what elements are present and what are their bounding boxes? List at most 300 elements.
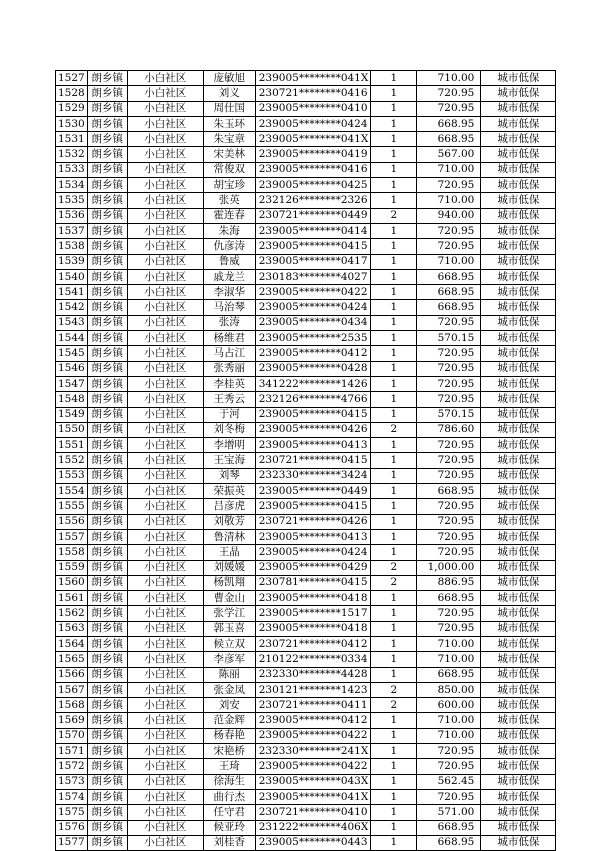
community-cell: 小白社区 bbox=[127, 744, 203, 759]
assistance-type-cell: 城市低保 bbox=[481, 422, 556, 437]
town-cell: 朗乡镇 bbox=[87, 407, 127, 422]
community-cell: 小白社区 bbox=[127, 468, 203, 483]
row-number: 1568 bbox=[56, 698, 88, 713]
table-row bbox=[56, 545, 556, 560]
welfare-roster-table bbox=[55, 70, 556, 851]
name-cell: 庞敏旭 bbox=[203, 71, 255, 86]
name-cell: 李淑华 bbox=[203, 285, 255, 300]
community-cell: 小白社区 bbox=[127, 86, 203, 101]
town-cell: 朗乡镇 bbox=[87, 208, 127, 223]
amount-cell: 720.95 bbox=[417, 392, 481, 407]
town-cell: 朗乡镇 bbox=[87, 667, 127, 682]
town-cell: 朗乡镇 bbox=[87, 116, 127, 131]
name-cell: 杨维君 bbox=[203, 331, 255, 346]
row-number: 1551 bbox=[56, 438, 88, 453]
row-number: 1539 bbox=[56, 254, 88, 269]
id-number-cell: 239005********041X bbox=[255, 132, 371, 147]
row-number: 1570 bbox=[56, 728, 88, 743]
amount-cell: 710.00 bbox=[417, 193, 481, 208]
table-row bbox=[56, 820, 556, 835]
household-count-cell: 1 bbox=[371, 606, 417, 621]
assistance-type-cell: 城市低保 bbox=[481, 728, 556, 743]
household-count-cell: 1 bbox=[371, 621, 417, 636]
community-cell: 小白社区 bbox=[127, 529, 203, 544]
row-number: 1552 bbox=[56, 453, 88, 468]
amount-cell: 720.95 bbox=[417, 178, 481, 193]
assistance-type-cell: 城市低保 bbox=[481, 575, 556, 590]
amount-cell: 720.95 bbox=[417, 239, 481, 254]
row-number: 1576 bbox=[56, 820, 88, 835]
assistance-type-cell: 城市低保 bbox=[481, 789, 556, 804]
amount-cell: 710.00 bbox=[417, 728, 481, 743]
household-count-cell: 2 bbox=[371, 208, 417, 223]
town-cell: 朗乡镇 bbox=[87, 499, 127, 514]
name-cell: 候立双 bbox=[203, 636, 255, 651]
name-cell: 马治琴 bbox=[203, 300, 255, 315]
town-cell: 朗乡镇 bbox=[87, 331, 127, 346]
community-cell: 小白社区 bbox=[127, 621, 203, 636]
row-number: 1555 bbox=[56, 499, 88, 514]
row-number: 1558 bbox=[56, 545, 88, 560]
table-row bbox=[56, 392, 556, 407]
table-row bbox=[56, 529, 556, 544]
table-row bbox=[56, 499, 556, 514]
household-count-cell: 1 bbox=[371, 223, 417, 238]
id-number-cell: 239005********1517 bbox=[255, 606, 371, 621]
household-count-cell: 1 bbox=[371, 178, 417, 193]
assistance-type-cell: 城市低保 bbox=[481, 101, 556, 116]
name-cell: 戚龙兰 bbox=[203, 269, 255, 284]
town-cell: 朗乡镇 bbox=[87, 529, 127, 544]
assistance-type-cell: 城市低保 bbox=[481, 667, 556, 682]
assistance-type-cell: 城市低保 bbox=[481, 529, 556, 544]
name-cell: 朱玉环 bbox=[203, 116, 255, 131]
row-number: 1577 bbox=[56, 835, 88, 850]
name-cell: 王晶 bbox=[203, 545, 255, 560]
name-cell: 刘冬梅 bbox=[203, 422, 255, 437]
id-number-cell: 239005********0422 bbox=[255, 728, 371, 743]
assistance-type-cell: 城市低保 bbox=[481, 346, 556, 361]
household-count-cell: 2 bbox=[371, 575, 417, 590]
amount-cell: 710.00 bbox=[417, 162, 481, 177]
amount-cell: 668.95 bbox=[417, 667, 481, 682]
table-row bbox=[56, 744, 556, 759]
row-number: 1564 bbox=[56, 636, 88, 651]
name-cell: 曲行杰 bbox=[203, 789, 255, 804]
assistance-type-cell: 城市低保 bbox=[481, 315, 556, 330]
town-cell: 朗乡镇 bbox=[87, 652, 127, 667]
row-number: 1529 bbox=[56, 101, 88, 116]
name-cell: 鲁清林 bbox=[203, 529, 255, 544]
town-cell: 朗乡镇 bbox=[87, 71, 127, 86]
name-cell: 鲁威 bbox=[203, 254, 255, 269]
table-row bbox=[56, 239, 556, 254]
household-count-cell: 1 bbox=[371, 759, 417, 774]
town-cell: 朗乡镇 bbox=[87, 636, 127, 651]
amount-cell: 668.95 bbox=[417, 269, 481, 284]
id-number-cell: 232330********4428 bbox=[255, 667, 371, 682]
household-count-cell: 1 bbox=[371, 820, 417, 835]
id-number-cell: 239005********0413 bbox=[255, 438, 371, 453]
name-cell: 杨凯翔 bbox=[203, 575, 255, 590]
row-number: 1534 bbox=[56, 178, 88, 193]
household-count-cell: 1 bbox=[371, 545, 417, 560]
town-cell: 朗乡镇 bbox=[87, 728, 127, 743]
row-number: 1540 bbox=[56, 269, 88, 284]
town-cell: 朗乡镇 bbox=[87, 392, 127, 407]
id-number-cell: 239005********0449 bbox=[255, 484, 371, 499]
town-cell: 朗乡镇 bbox=[87, 789, 127, 804]
row-number: 1575 bbox=[56, 805, 88, 820]
community-cell: 小白社区 bbox=[127, 728, 203, 743]
row-number: 1536 bbox=[56, 208, 88, 223]
id-number-cell: 230721********0412 bbox=[255, 636, 371, 651]
household-count-cell: 1 bbox=[371, 86, 417, 101]
name-cell: 刘义 bbox=[203, 86, 255, 101]
town-cell: 朗乡镇 bbox=[87, 254, 127, 269]
assistance-type-cell: 城市低保 bbox=[481, 805, 556, 820]
table-row bbox=[56, 407, 556, 422]
town-cell: 朗乡镇 bbox=[87, 147, 127, 162]
id-number-cell: 232126********2326 bbox=[255, 193, 371, 208]
row-number: 1563 bbox=[56, 621, 88, 636]
id-number-cell: 239005********0416 bbox=[255, 162, 371, 177]
household-count-cell: 1 bbox=[371, 315, 417, 330]
community-cell: 小白社区 bbox=[127, 453, 203, 468]
household-count-cell: 1 bbox=[371, 805, 417, 820]
table-row bbox=[56, 759, 556, 774]
table-row bbox=[56, 728, 556, 743]
name-cell: 马占江 bbox=[203, 346, 255, 361]
community-cell: 小白社区 bbox=[127, 331, 203, 346]
assistance-type-cell: 城市低保 bbox=[481, 162, 556, 177]
name-cell: 王宝海 bbox=[203, 453, 255, 468]
town-cell: 朗乡镇 bbox=[87, 86, 127, 101]
table-row bbox=[56, 606, 556, 621]
town-cell: 朗乡镇 bbox=[87, 805, 127, 820]
amount-cell: 720.95 bbox=[417, 468, 481, 483]
household-count-cell: 1 bbox=[371, 346, 417, 361]
assistance-type-cell: 城市低保 bbox=[481, 407, 556, 422]
assistance-type-cell: 城市低保 bbox=[481, 208, 556, 223]
assistance-type-cell: 城市低保 bbox=[481, 499, 556, 514]
assistance-type-cell: 城市低保 bbox=[481, 744, 556, 759]
table-row bbox=[56, 682, 556, 697]
town-cell: 朗乡镇 bbox=[87, 193, 127, 208]
amount-cell: 720.95 bbox=[417, 744, 481, 759]
name-cell: 王秀云 bbox=[203, 392, 255, 407]
amount-cell: 668.95 bbox=[417, 116, 481, 131]
household-count-cell: 1 bbox=[371, 728, 417, 743]
id-number-cell: 239005********0419 bbox=[255, 147, 371, 162]
row-number: 1542 bbox=[56, 300, 88, 315]
assistance-type-cell: 城市低保 bbox=[481, 621, 556, 636]
town-cell: 朗乡镇 bbox=[87, 514, 127, 529]
table-row bbox=[56, 453, 556, 468]
town-cell: 朗乡镇 bbox=[87, 438, 127, 453]
assistance-type-cell: 城市低保 bbox=[481, 193, 556, 208]
community-cell: 小白社区 bbox=[127, 71, 203, 86]
community-cell: 小白社区 bbox=[127, 315, 203, 330]
name-cell: 刘琴 bbox=[203, 468, 255, 483]
assistance-type-cell: 城市低保 bbox=[481, 636, 556, 651]
community-cell: 小白社区 bbox=[127, 285, 203, 300]
amount-cell: 668.95 bbox=[417, 132, 481, 147]
community-cell: 小白社区 bbox=[127, 835, 203, 850]
name-cell: 张秀丽 bbox=[203, 361, 255, 376]
id-number-cell: 239005********0418 bbox=[255, 621, 371, 636]
name-cell: 张学江 bbox=[203, 606, 255, 621]
amount-cell: 720.95 bbox=[417, 346, 481, 361]
household-count-cell: 1 bbox=[371, 774, 417, 789]
assistance-type-cell: 城市低保 bbox=[481, 606, 556, 621]
household-count-cell: 1 bbox=[371, 101, 417, 116]
id-number-cell: 210122********0334 bbox=[255, 652, 371, 667]
town-cell: 朗乡镇 bbox=[87, 774, 127, 789]
name-cell: 刘媛媛 bbox=[203, 560, 255, 575]
row-number: 1556 bbox=[56, 514, 88, 529]
community-cell: 小白社区 bbox=[127, 499, 203, 514]
id-number-cell: 230121********1423 bbox=[255, 682, 371, 697]
amount-cell: 710.00 bbox=[417, 652, 481, 667]
amount-cell: 786.60 bbox=[417, 422, 481, 437]
name-cell: 杨春艳 bbox=[203, 728, 255, 743]
household-count-cell: 1 bbox=[371, 789, 417, 804]
household-count-cell: 1 bbox=[371, 71, 417, 86]
community-cell: 小白社区 bbox=[127, 606, 203, 621]
assistance-type-cell: 城市低保 bbox=[481, 392, 556, 407]
assistance-type-cell: 城市低保 bbox=[481, 86, 556, 101]
amount-cell: 570.15 bbox=[417, 331, 481, 346]
town-cell: 朗乡镇 bbox=[87, 484, 127, 499]
assistance-type-cell: 城市低保 bbox=[481, 331, 556, 346]
assistance-type-cell: 城市低保 bbox=[481, 468, 556, 483]
id-number-cell: 239005********0434 bbox=[255, 315, 371, 330]
id-number-cell: 239005********041X bbox=[255, 789, 371, 804]
row-number: 1572 bbox=[56, 759, 88, 774]
amount-cell: 720.95 bbox=[417, 606, 481, 621]
town-cell: 朗乡镇 bbox=[87, 300, 127, 315]
assistance-type-cell: 城市低保 bbox=[481, 682, 556, 697]
table-row bbox=[56, 269, 556, 284]
name-cell: 荣振英 bbox=[203, 484, 255, 499]
assistance-type-cell: 城市低保 bbox=[481, 698, 556, 713]
amount-cell: 720.95 bbox=[417, 621, 481, 636]
household-count-cell: 2 bbox=[371, 682, 417, 697]
row-number: 1545 bbox=[56, 346, 88, 361]
household-count-cell: 1 bbox=[371, 636, 417, 651]
amount-cell: 571.00 bbox=[417, 805, 481, 820]
name-cell: 仇彦涛 bbox=[203, 239, 255, 254]
id-number-cell: 239005********0428 bbox=[255, 361, 371, 376]
id-number-cell: 230721********0426 bbox=[255, 514, 371, 529]
assistance-type-cell: 城市低保 bbox=[481, 820, 556, 835]
table-row bbox=[56, 376, 556, 391]
amount-cell: 720.95 bbox=[417, 759, 481, 774]
assistance-type-cell: 城市低保 bbox=[481, 484, 556, 499]
community-cell: 小白社区 bbox=[127, 820, 203, 835]
table-row bbox=[56, 575, 556, 590]
household-count-cell: 1 bbox=[371, 468, 417, 483]
household-count-cell: 1 bbox=[371, 361, 417, 376]
name-cell: 朱宝章 bbox=[203, 132, 255, 147]
town-cell: 朗乡镇 bbox=[87, 315, 127, 330]
town-cell: 朗乡镇 bbox=[87, 606, 127, 621]
row-number: 1571 bbox=[56, 744, 88, 759]
town-cell: 朗乡镇 bbox=[87, 223, 127, 238]
household-count-cell: 1 bbox=[371, 652, 417, 667]
household-count-cell: 1 bbox=[371, 376, 417, 391]
name-cell: 宋艳桥 bbox=[203, 744, 255, 759]
name-cell: 张英 bbox=[203, 193, 255, 208]
table-row bbox=[56, 713, 556, 728]
community-cell: 小白社区 bbox=[127, 438, 203, 453]
name-cell: 陈丽 bbox=[203, 667, 255, 682]
assistance-type-cell: 城市低保 bbox=[481, 545, 556, 560]
assistance-type-cell: 城市低保 bbox=[481, 116, 556, 131]
household-count-cell: 1 bbox=[371, 162, 417, 177]
row-number: 1550 bbox=[56, 422, 88, 437]
community-cell: 小白社区 bbox=[127, 269, 203, 284]
row-number: 1561 bbox=[56, 591, 88, 606]
amount-cell: 720.95 bbox=[417, 789, 481, 804]
row-number: 1530 bbox=[56, 116, 88, 131]
name-cell: 徐海生 bbox=[203, 774, 255, 789]
name-cell: 霍连春 bbox=[203, 208, 255, 223]
amount-cell: 570.15 bbox=[417, 407, 481, 422]
id-number-cell: 239005********043X bbox=[255, 774, 371, 789]
row-number: 1567 bbox=[56, 682, 88, 697]
community-cell: 小白社区 bbox=[127, 254, 203, 269]
household-count-cell: 1 bbox=[371, 438, 417, 453]
assistance-type-cell: 城市低保 bbox=[481, 285, 556, 300]
amount-cell: 720.95 bbox=[417, 529, 481, 544]
town-cell: 朗乡镇 bbox=[87, 682, 127, 697]
id-number-cell: 239005********0424 bbox=[255, 300, 371, 315]
table-row bbox=[56, 223, 556, 238]
assistance-type-cell: 城市低保 bbox=[481, 147, 556, 162]
town-cell: 朗乡镇 bbox=[87, 820, 127, 835]
community-cell: 小白社区 bbox=[127, 392, 203, 407]
id-number-cell: 239005********0412 bbox=[255, 346, 371, 361]
table-row bbox=[56, 285, 556, 300]
name-cell: 周仕国 bbox=[203, 101, 255, 116]
amount-cell: 720.95 bbox=[417, 438, 481, 453]
id-number-cell: 239005********0422 bbox=[255, 285, 371, 300]
household-count-cell: 2 bbox=[371, 422, 417, 437]
assistance-type-cell: 城市低保 bbox=[481, 713, 556, 728]
town-cell: 朗乡镇 bbox=[87, 285, 127, 300]
id-number-cell: 232330********3424 bbox=[255, 468, 371, 483]
household-count-cell: 1 bbox=[371, 269, 417, 284]
assistance-type-cell: 城市低保 bbox=[481, 453, 556, 468]
amount-cell: 720.95 bbox=[417, 545, 481, 560]
name-cell: 朱海 bbox=[203, 223, 255, 238]
community-cell: 小白社区 bbox=[127, 514, 203, 529]
table-row bbox=[56, 652, 556, 667]
id-number-cell: 230183********4027 bbox=[255, 269, 371, 284]
table-row bbox=[56, 560, 556, 575]
household-count-cell: 1 bbox=[371, 193, 417, 208]
row-number: 1537 bbox=[56, 223, 88, 238]
row-number: 1531 bbox=[56, 132, 88, 147]
assistance-type-cell: 城市低保 bbox=[481, 71, 556, 86]
table-row bbox=[56, 438, 556, 453]
id-number-cell: 239005********0415 bbox=[255, 239, 371, 254]
id-number-cell: 239005********0415 bbox=[255, 499, 371, 514]
household-count-cell: 1 bbox=[371, 529, 417, 544]
town-cell: 朗乡镇 bbox=[87, 346, 127, 361]
table-row bbox=[56, 361, 556, 376]
table-row bbox=[56, 178, 556, 193]
town-cell: 朗乡镇 bbox=[87, 698, 127, 713]
assistance-type-cell: 城市低保 bbox=[481, 835, 556, 850]
household-count-cell: 1 bbox=[371, 147, 417, 162]
row-number: 1560 bbox=[56, 575, 88, 590]
table-row bbox=[56, 193, 556, 208]
row-number: 1546 bbox=[56, 361, 88, 376]
row-number: 1557 bbox=[56, 529, 88, 544]
table-row bbox=[56, 591, 556, 606]
household-count-cell: 1 bbox=[371, 484, 417, 499]
community-cell: 小白社区 bbox=[127, 193, 203, 208]
town-cell: 朗乡镇 bbox=[87, 560, 127, 575]
amount-cell: 668.95 bbox=[417, 285, 481, 300]
row-number: 1532 bbox=[56, 147, 88, 162]
community-cell: 小白社区 bbox=[127, 422, 203, 437]
row-number: 1574 bbox=[56, 789, 88, 804]
amount-cell: 600.00 bbox=[417, 698, 481, 713]
table-row bbox=[56, 484, 556, 499]
household-count-cell: 1 bbox=[371, 713, 417, 728]
community-cell: 小白社区 bbox=[127, 101, 203, 116]
community-cell: 小白社区 bbox=[127, 682, 203, 697]
household-count-cell: 1 bbox=[371, 300, 417, 315]
id-number-cell: 230721********0415 bbox=[255, 453, 371, 468]
name-cell: 刘敬芳 bbox=[203, 514, 255, 529]
id-number-cell: 232126********4766 bbox=[255, 392, 371, 407]
amount-cell: 668.95 bbox=[417, 591, 481, 606]
table-row bbox=[56, 698, 556, 713]
assistance-type-cell: 城市低保 bbox=[481, 239, 556, 254]
table-row bbox=[56, 774, 556, 789]
community-cell: 小白社区 bbox=[127, 789, 203, 804]
row-number: 1548 bbox=[56, 392, 88, 407]
assistance-type-cell: 城市低保 bbox=[481, 361, 556, 376]
household-count-cell: 1 bbox=[371, 285, 417, 300]
amount-cell: 720.95 bbox=[417, 101, 481, 116]
community-cell: 小白社区 bbox=[127, 667, 203, 682]
row-number: 1538 bbox=[56, 239, 88, 254]
amount-cell: 886.95 bbox=[417, 575, 481, 590]
row-number: 1544 bbox=[56, 331, 88, 346]
row-number: 1562 bbox=[56, 606, 88, 621]
town-cell: 朗乡镇 bbox=[87, 178, 127, 193]
row-number: 1566 bbox=[56, 667, 88, 682]
name-cell: 胡宝珍 bbox=[203, 178, 255, 193]
row-number: 1547 bbox=[56, 376, 88, 391]
amount-cell: 668.95 bbox=[417, 835, 481, 850]
name-cell: 郭玉喜 bbox=[203, 621, 255, 636]
household-count-cell: 2 bbox=[371, 560, 417, 575]
community-cell: 小白社区 bbox=[127, 116, 203, 131]
table-row bbox=[56, 422, 556, 437]
name-cell: 候亚玲 bbox=[203, 820, 255, 835]
community-cell: 小白社区 bbox=[127, 300, 203, 315]
household-count-cell: 2 bbox=[371, 698, 417, 713]
community-cell: 小白社区 bbox=[127, 575, 203, 590]
community-cell: 小白社区 bbox=[127, 759, 203, 774]
